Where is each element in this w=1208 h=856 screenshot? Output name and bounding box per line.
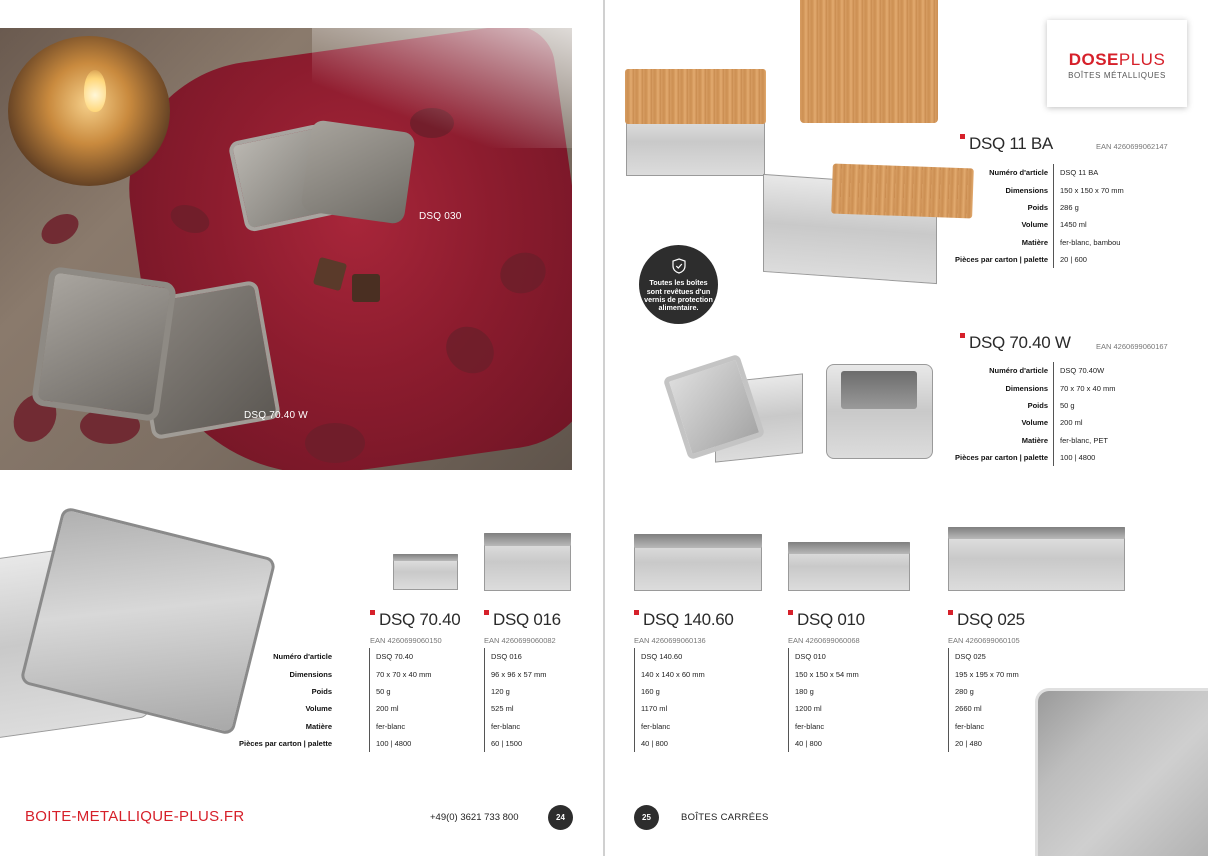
shield-check-icon	[672, 258, 686, 274]
badge-text: vernis de protection	[644, 294, 713, 304]
ean-dsq7040w: EAN 4260699060167	[1096, 342, 1168, 351]
left-page	[0, 0, 603, 856]
red-bullet	[948, 610, 953, 615]
hero-photo	[0, 28, 572, 470]
spec-value: 1170 ml	[641, 704, 668, 714]
product-name-dsq016: DSQ 016	[484, 610, 561, 630]
spec-value: DSQ 70.40W	[1060, 366, 1105, 376]
spec-label: Numéro d'article	[273, 652, 332, 662]
red-bullet	[370, 610, 375, 615]
spec-value: 150 x 150 x 70 mm	[1060, 185, 1124, 195]
spec-value: 1450 ml	[1060, 220, 1087, 230]
ean-dsq14060: EAN 4260699060136	[634, 636, 706, 645]
spec-value: 50 g	[1060, 400, 1075, 410]
hero-label-dsq030: DSQ 030	[419, 211, 462, 222]
brand-logo	[1047, 20, 1187, 107]
spec-value: DSQ 140.60	[641, 652, 683, 662]
spec-value: DSQ 11 BA	[1060, 168, 1099, 178]
spec-values-dsq025	[948, 648, 1033, 752]
spec-values-dsq11ba	[1053, 164, 1193, 268]
spec-label: Volume	[305, 704, 332, 714]
product-image-dsq010	[788, 542, 910, 591]
spec-value: 2660 ml	[955, 704, 982, 714]
spec-value: DSQ 70.40	[376, 652, 414, 662]
spec-label: Dimensions	[1005, 185, 1048, 195]
spec-labels	[916, 362, 1048, 466]
spec-labels	[916, 164, 1048, 268]
product-image-bamboo-lid	[800, 0, 938, 123]
ean-dsq025: EAN 4260699060105	[948, 636, 1020, 645]
product-name-dsq010: DSQ 010	[788, 610, 865, 630]
spec-value: 286 g	[1060, 202, 1079, 212]
product-name-dsq7040w: DSQ 70.40 W	[960, 333, 1071, 353]
candle	[8, 36, 170, 186]
spec-value: 120 g	[491, 686, 510, 696]
red-bullet	[788, 610, 793, 615]
ean-dsq010: EAN 4260699060068	[788, 636, 860, 645]
product-image-dsq14060	[634, 534, 762, 591]
candle-flame	[84, 70, 106, 112]
spec-value: 96 x 96 x 57 mm	[491, 669, 547, 679]
page-number-left: 24	[548, 805, 573, 830]
spec-label: Pièces par carton | palette	[955, 255, 1048, 265]
spec-value: 200 ml	[376, 704, 399, 714]
spec-value: 20 | 600	[1060, 255, 1087, 265]
tin-dsq7040w-lid	[31, 266, 177, 422]
badge-text: Toutes les boîtes	[649, 278, 708, 288]
page-number-right: 25	[634, 805, 659, 830]
hero-label-dsq7040w: DSQ 70.40 W	[244, 410, 308, 421]
ean-dsq11ba: EAN 4260699062147	[1096, 142, 1168, 151]
spec-value: 150 x 150 x 54 mm	[795, 669, 859, 679]
badge-text: sont revêtues d'un	[646, 286, 711, 296]
spec-value: 100 | 4800	[376, 739, 412, 749]
spec-value: fer-blanc	[376, 721, 406, 731]
spec-value: 180 g	[795, 686, 814, 696]
spec-value: fer-blanc	[491, 721, 521, 731]
spec-value: 160 g	[641, 686, 660, 696]
spec-label: Numéro d'article	[989, 366, 1048, 376]
badge-text: alimentaire.	[658, 303, 699, 313]
spec-labels	[200, 648, 332, 752]
window-pane	[841, 371, 917, 409]
spec-value: 280 g	[955, 686, 974, 696]
ean-dsq016: EAN 4260699060082	[484, 636, 556, 645]
spec-value: fer-blanc	[795, 721, 825, 731]
spec-label: Matière	[1021, 435, 1048, 445]
product-image-dsq016	[484, 533, 571, 591]
rose-petal	[305, 423, 365, 463]
spec-label: Poids	[1027, 400, 1048, 410]
product-name-dsq11ba: DSQ 11 BA	[960, 134, 1053, 154]
spec-label: Matière	[305, 721, 332, 731]
spec-value: DSQ 016	[491, 652, 522, 662]
spec-value: 200 ml	[1060, 418, 1083, 428]
photo-highlight	[312, 28, 572, 148]
phone-number: +49(0) 3621 733 800	[430, 812, 519, 823]
product-image-dsq11ba-lid	[625, 69, 766, 124]
spec-value: 70 x 70 x 40 mm	[1060, 383, 1116, 393]
spec-label: Volume	[1021, 418, 1048, 428]
spec-value: fer-blanc	[641, 721, 671, 731]
product-name-dsq025: DSQ 025	[948, 610, 1025, 630]
red-bullet	[634, 610, 639, 615]
spec-label: Dimensions	[1005, 383, 1048, 393]
product-name-dsq7040: DSQ 70.40	[370, 610, 460, 630]
spec-label: Pièces par carton | palette	[955, 453, 1048, 463]
product-image-dsq025	[948, 527, 1125, 591]
spec-values-dsq010	[788, 648, 918, 752]
spec-value: 40 | 800	[795, 739, 822, 749]
ean-dsq7040: EAN 4260699060150	[370, 636, 442, 645]
spec-value: 140 x 140 x 60 mm	[641, 669, 705, 679]
spec-value: fer-blanc	[955, 721, 985, 731]
spec-values-dsq016	[484, 648, 584, 752]
spec-label: Volume	[1021, 220, 1048, 230]
spec-value: fer-blanc, PET	[1060, 435, 1108, 445]
spec-value: 1200 ml	[795, 704, 822, 714]
spec-value: DSQ 010	[795, 652, 826, 662]
red-bullet	[484, 610, 489, 615]
page-spine	[603, 0, 605, 856]
tin-lid-closeup	[1035, 688, 1208, 856]
coating-badge	[639, 245, 718, 324]
product-image-dsq7040	[393, 554, 458, 590]
spec-label: Numéro d'article	[989, 168, 1048, 178]
red-bullet	[960, 134, 965, 139]
spec-value: 525 ml	[491, 704, 514, 714]
spec-value: 20 | 480	[955, 739, 982, 749]
spec-label: Poids	[1027, 202, 1048, 212]
product-name-dsq14060: DSQ 140.60	[634, 610, 734, 630]
brand-tagline: BOÎTES MÉTALLIQUES	[1068, 71, 1166, 80]
rose-petal	[36, 208, 84, 251]
section-title: BOÎTES CARRÉES	[681, 812, 769, 823]
spec-value: fer-blanc, bambou	[1060, 237, 1121, 247]
spec-value: 50 g	[376, 686, 391, 696]
spec-value: DSQ 025	[955, 652, 986, 662]
spec-value: 100 | 4800	[1060, 453, 1096, 463]
spec-label: Dimensions	[289, 669, 332, 679]
brand-name: DOSEPLUS	[1068, 50, 1166, 69]
red-bullet	[960, 333, 965, 338]
spec-values-dsq14060	[634, 648, 764, 752]
spec-value: 60 | 1500	[491, 739, 523, 749]
spec-values-dsq7040w	[1053, 362, 1193, 466]
spec-values-dsq7040	[369, 648, 469, 752]
spec-value: 40 | 800	[641, 739, 668, 749]
spec-value: 70 x 70 x 40 mm	[376, 669, 432, 679]
spec-label: Pièces par carton | palette	[239, 739, 332, 749]
spec-value: 195 x 195 x 70 mm	[955, 669, 1019, 679]
website-link[interactable]: BOITE-METALLIQUE-PLUS.FR	[25, 808, 245, 825]
spec-label: Poids	[311, 686, 332, 696]
spec-label: Matière	[1021, 237, 1048, 247]
chocolate	[352, 274, 380, 302]
